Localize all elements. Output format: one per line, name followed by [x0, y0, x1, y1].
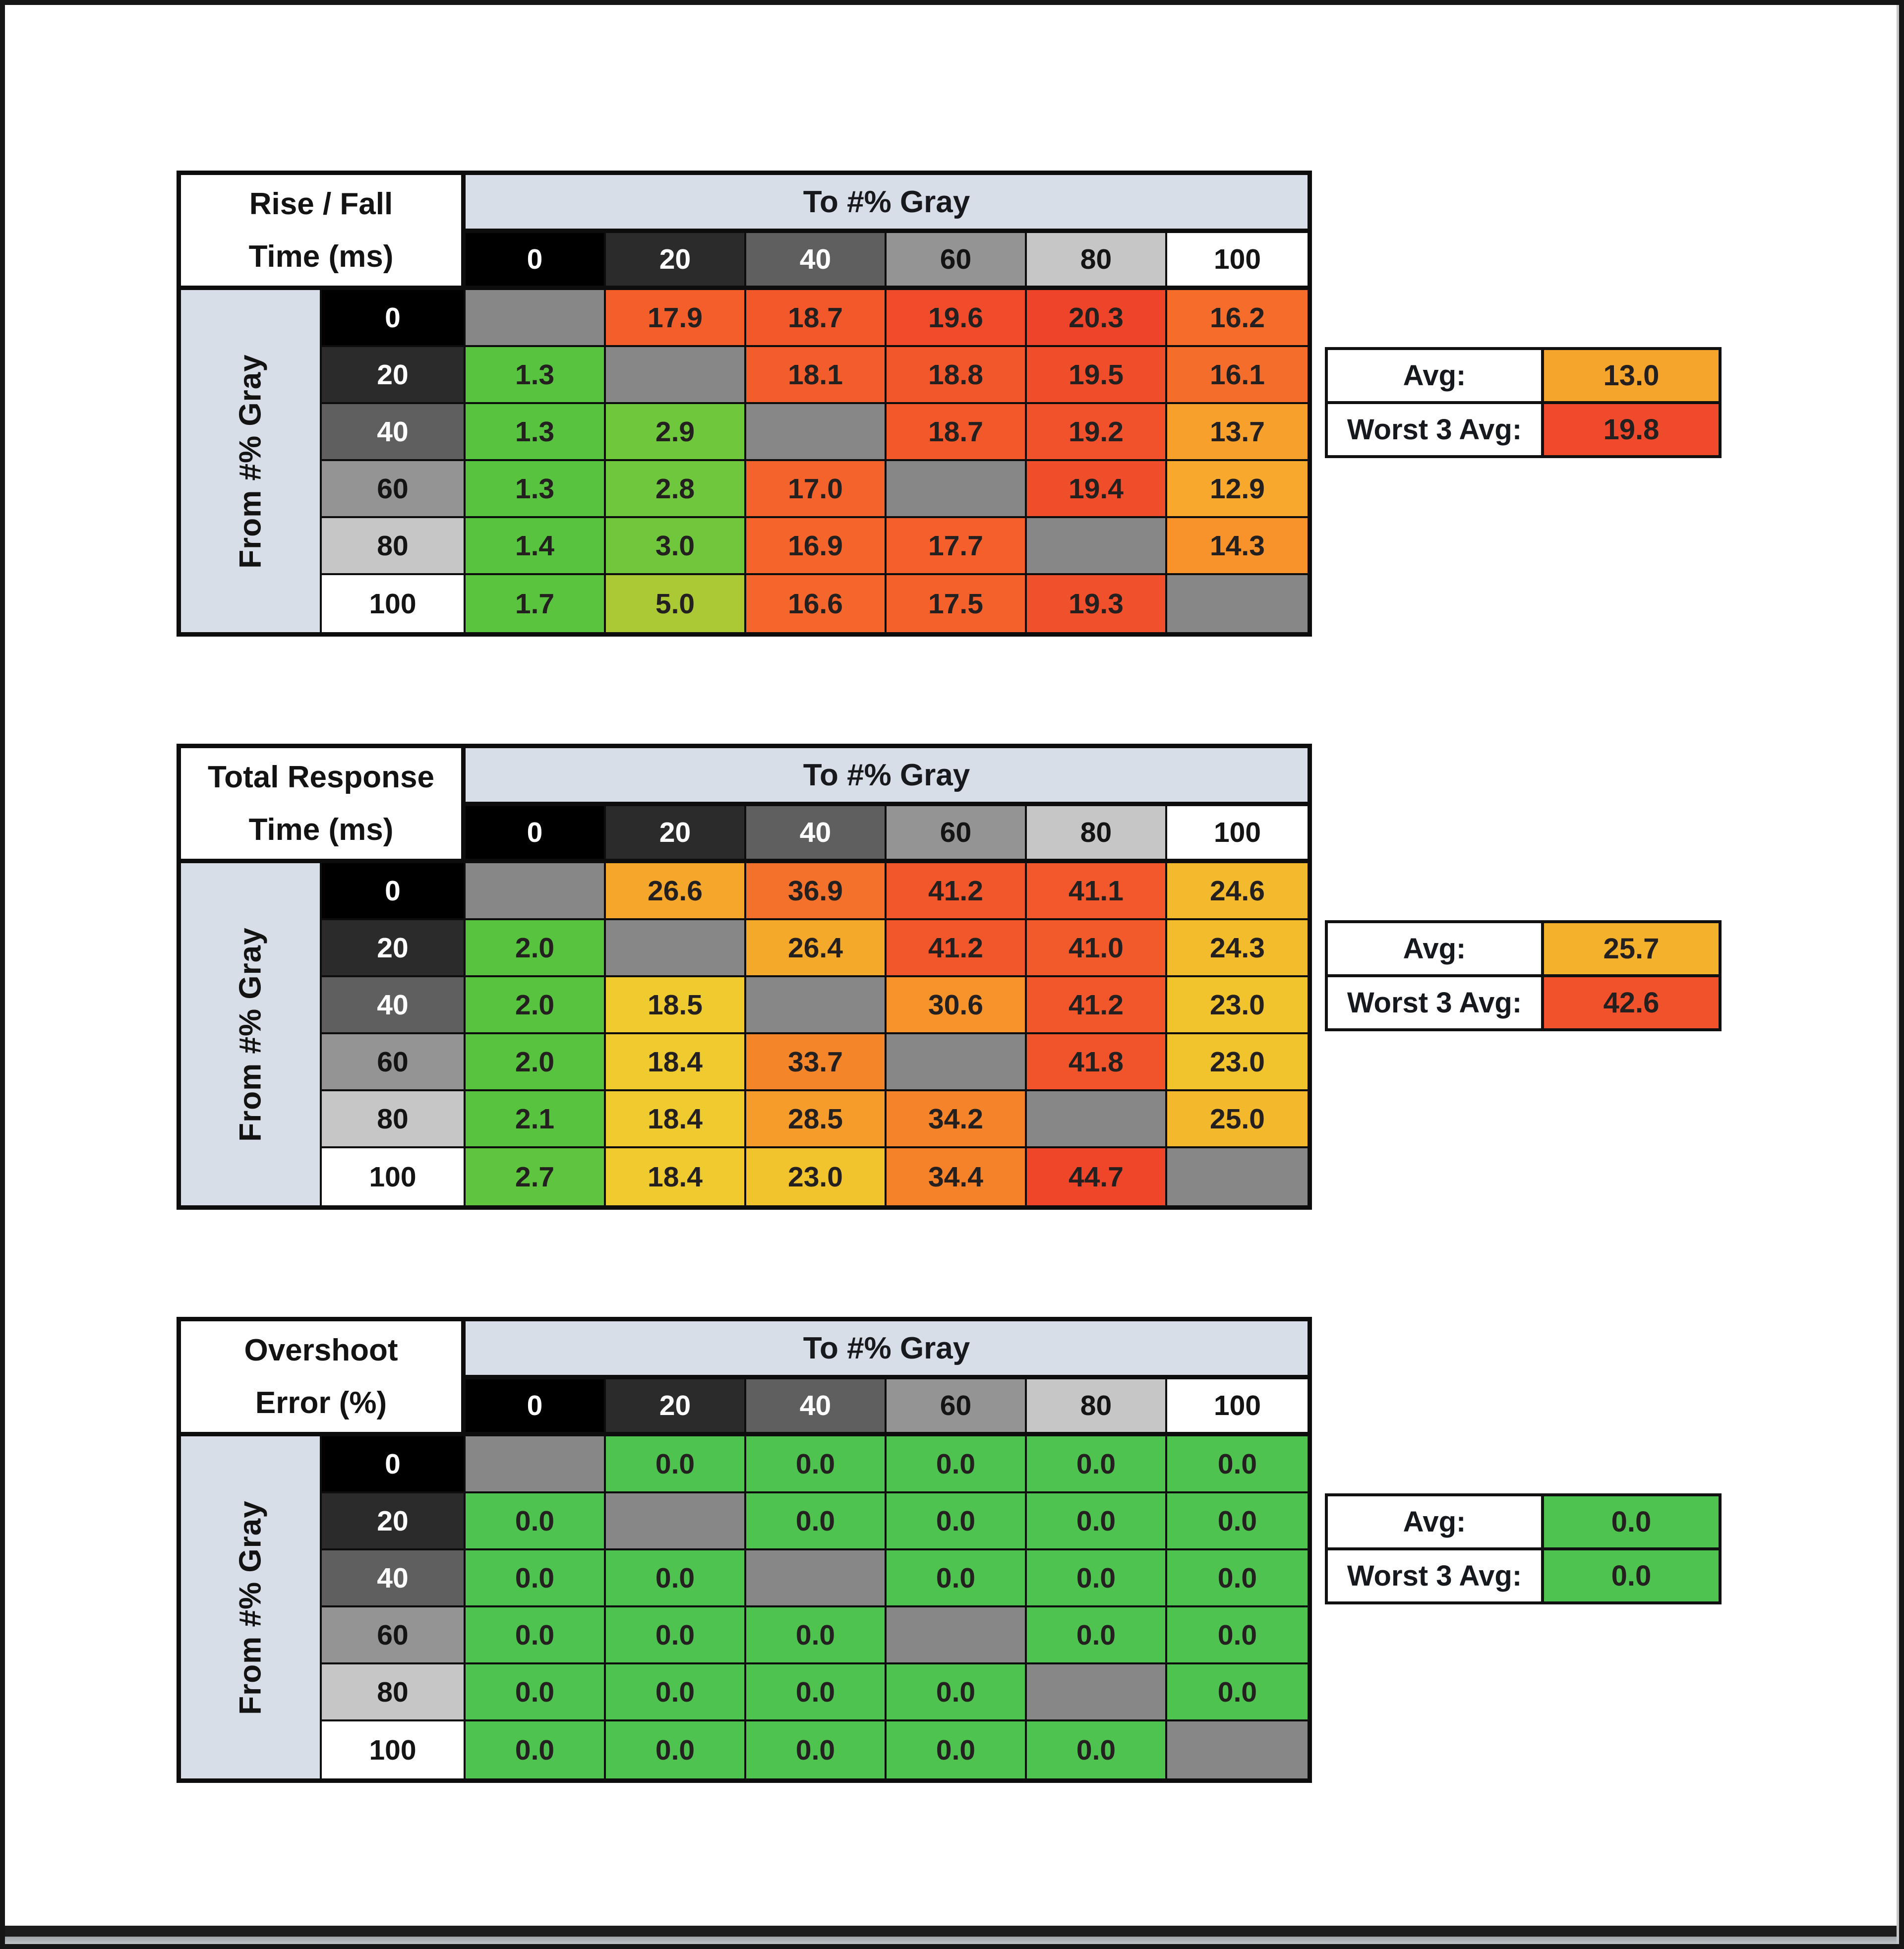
value-cell: 0.0: [1167, 1607, 1308, 1664]
value-cell: 0.0: [746, 1721, 887, 1778]
table-title-line2: Error (%): [255, 1385, 387, 1420]
value-cell: 34.2: [887, 1091, 1027, 1148]
value-cell: 0.0: [1027, 1607, 1167, 1664]
value-cell: 0.0: [1167, 1664, 1308, 1721]
value-cell: 20.3: [1027, 290, 1167, 347]
avg-label: Avg:: [1328, 350, 1544, 401]
value-cell: 0.0: [606, 1607, 746, 1664]
col-header-20: 20: [606, 1379, 746, 1436]
col-header-80: 80: [1027, 1379, 1167, 1436]
value-cell: 18.4: [606, 1148, 746, 1205]
value-cell: 41.8: [1027, 1034, 1167, 1091]
worst3-row: [1325, 974, 1722, 1031]
avg-label: Avg:: [1328, 1496, 1544, 1547]
row-header-80: 80: [322, 1664, 466, 1721]
col-header-20: 20: [606, 233, 746, 290]
worst3-label: Worst 3 Avg:: [1328, 404, 1544, 455]
avg-value: 0.0: [1544, 1496, 1719, 1547]
value-cell: 0.0: [746, 1664, 887, 1721]
window-bottom-edge: [0, 1926, 1904, 1937]
value-cell: 19.5: [1027, 347, 1167, 404]
value-cell: 2.9: [606, 404, 746, 461]
col-header-100: 100: [1167, 233, 1308, 290]
value-cell: 0.0: [887, 1664, 1027, 1721]
diagonal-cell: [1027, 1664, 1167, 1721]
col-header-40: 40: [746, 806, 887, 863]
value-cell: 5.0: [606, 575, 746, 632]
summary-box: [1325, 347, 1722, 458]
diagonal-cell: [466, 1436, 606, 1493]
row-header-80: 80: [322, 1091, 466, 1148]
row-header-80: 80: [322, 518, 466, 575]
value-cell: 2.0: [466, 977, 606, 1034]
col-header-40: 40: [746, 1379, 887, 1436]
value-cell: 36.9: [746, 863, 887, 920]
value-cell: 44.7: [1027, 1148, 1167, 1205]
avg-row: [1325, 347, 1722, 404]
diagonal-cell: [466, 863, 606, 920]
value-cell: 0.0: [466, 1607, 606, 1664]
value-cell: 0.0: [466, 1721, 606, 1778]
diagonal-cell: [1167, 1721, 1308, 1778]
diagonal-cell: [466, 290, 606, 347]
from-gray-label-text: From #% Gray: [233, 927, 268, 1142]
value-cell: 16.9: [746, 518, 887, 575]
from-gray-label: [181, 863, 322, 1205]
col-header-0: 0: [466, 1379, 606, 1436]
table-title: [181, 748, 466, 863]
value-cell: 41.1: [1027, 863, 1167, 920]
col-header-0: 0: [466, 233, 606, 290]
value-cell: 14.3: [1167, 518, 1308, 575]
total-response-table: [177, 744, 1660, 1210]
value-cell: 41.2: [887, 920, 1027, 977]
avg-label: Avg:: [1328, 923, 1544, 974]
value-cell: 30.6: [887, 977, 1027, 1034]
value-cell: 0.0: [887, 1721, 1027, 1778]
matrix-grid: [177, 1317, 1312, 1783]
table-title-line1: Rise / Fall: [249, 187, 393, 222]
row-header-20: 20: [322, 347, 466, 404]
value-cell: 41.2: [1027, 977, 1167, 1034]
value-cell: 1.3: [466, 347, 606, 404]
value-cell: 19.2: [1027, 404, 1167, 461]
value-cell: 28.5: [746, 1091, 887, 1148]
value-cell: 23.0: [746, 1148, 887, 1205]
value-cell: 34.4: [887, 1148, 1027, 1205]
col-header-80: 80: [1027, 806, 1167, 863]
col-header-100: 100: [1167, 1379, 1308, 1436]
value-cell: 0.0: [1167, 1436, 1308, 1493]
row-header-60: 60: [322, 461, 466, 518]
value-cell: 18.4: [606, 1034, 746, 1091]
value-cell: 0.0: [1167, 1550, 1308, 1607]
value-cell: 1.4: [466, 518, 606, 575]
value-cell: 0.0: [466, 1550, 606, 1607]
value-cell: 0.0: [1027, 1493, 1167, 1550]
value-cell: 17.5: [887, 575, 1027, 632]
value-cell: 2.8: [606, 461, 746, 518]
value-cell: 18.1: [746, 347, 887, 404]
col-header-60: 60: [887, 1379, 1027, 1436]
col-header-0: 0: [466, 806, 606, 863]
value-cell: 23.0: [1167, 1034, 1308, 1091]
value-cell: 0.0: [746, 1436, 887, 1493]
value-cell: 0.0: [606, 1550, 746, 1607]
diagonal-cell: [1027, 1091, 1167, 1148]
value-cell: 41.0: [1027, 920, 1167, 977]
row-header-0: 0: [322, 1436, 466, 1493]
matrix-grid: [177, 171, 1312, 637]
value-cell: 16.1: [1167, 347, 1308, 404]
table-title-line2: Time (ms): [248, 239, 394, 274]
table-title: [181, 175, 466, 290]
table-title-line1: Total Response: [207, 760, 435, 795]
row-header-100: 100: [322, 1148, 466, 1205]
to-gray-header: To #% Gray: [466, 175, 1308, 233]
to-gray-header: To #% Gray: [466, 1321, 1308, 1379]
value-cell: 0.0: [1027, 1436, 1167, 1493]
from-gray-label-text: From #% Gray: [233, 354, 268, 569]
value-cell: 12.9: [1167, 461, 1308, 518]
diagonal-cell: [606, 920, 746, 977]
row-header-20: 20: [322, 920, 466, 977]
value-cell: 25.0: [1167, 1091, 1308, 1148]
row-header-0: 0: [322, 290, 466, 347]
diagonal-cell: [1027, 518, 1167, 575]
value-cell: 23.0: [1167, 977, 1308, 1034]
value-cell: 0.0: [746, 1607, 887, 1664]
col-header-40: 40: [746, 233, 887, 290]
to-gray-header: To #% Gray: [466, 748, 1308, 806]
avg-value: 13.0: [1544, 350, 1719, 401]
value-cell: 0.0: [606, 1664, 746, 1721]
horizontal-scrollbar[interactable]: [0, 1937, 1904, 1949]
worst3-label: Worst 3 Avg:: [1328, 1550, 1544, 1601]
from-gray-label: [181, 290, 322, 632]
summary-box: [1325, 920, 1722, 1031]
row-header-60: 60: [322, 1607, 466, 1664]
diagonal-cell: [746, 1550, 887, 1607]
col-header-60: 60: [887, 233, 1027, 290]
worst3-label: Worst 3 Avg:: [1328, 977, 1544, 1028]
value-cell: 3.0: [606, 518, 746, 575]
value-cell: 26.4: [746, 920, 887, 977]
row-header-40: 40: [322, 977, 466, 1034]
value-cell: 16.6: [746, 575, 887, 632]
summary-box: [1325, 1493, 1722, 1604]
value-cell: 18.7: [887, 404, 1027, 461]
value-cell: 0.0: [466, 1493, 606, 1550]
row-header-60: 60: [322, 1034, 466, 1091]
value-cell: 0.0: [606, 1721, 746, 1778]
avg-value: 25.7: [1544, 923, 1719, 974]
worst3-value: 0.0: [1544, 1550, 1719, 1601]
rise-fall-table: [177, 171, 1660, 637]
value-cell: 2.0: [466, 1034, 606, 1091]
value-cell: 17.0: [746, 461, 887, 518]
avg-row: [1325, 1493, 1722, 1550]
value-cell: 1.3: [466, 461, 606, 518]
value-cell: 13.7: [1167, 404, 1308, 461]
value-cell: 18.8: [887, 347, 1027, 404]
diagonal-cell: [887, 1034, 1027, 1091]
diagonal-cell: [746, 404, 887, 461]
value-cell: 24.3: [1167, 920, 1308, 977]
value-cell: 19.4: [1027, 461, 1167, 518]
value-cell: 18.4: [606, 1091, 746, 1148]
diagonal-cell: [887, 461, 1027, 518]
col-header-60: 60: [887, 806, 1027, 863]
worst3-value: 19.8: [1544, 404, 1719, 455]
diagonal-cell: [887, 1607, 1027, 1664]
avg-row: [1325, 920, 1722, 977]
value-cell: 2.0: [466, 920, 606, 977]
value-cell: 2.7: [466, 1148, 606, 1205]
value-cell: 0.0: [466, 1664, 606, 1721]
col-header-80: 80: [1027, 233, 1167, 290]
table-title-line2: Time (ms): [248, 812, 394, 847]
diagonal-cell: [606, 1493, 746, 1550]
table-title-line1: Overshoot: [244, 1333, 398, 1368]
col-header-20: 20: [606, 806, 746, 863]
value-cell: 18.5: [606, 977, 746, 1034]
value-cell: 0.0: [887, 1493, 1027, 1550]
value-cell: 18.7: [746, 290, 887, 347]
table-title: [181, 1321, 466, 1436]
value-cell: 24.6: [1167, 863, 1308, 920]
row-header-100: 100: [322, 575, 466, 632]
row-header-40: 40: [322, 1550, 466, 1607]
value-cell: 19.3: [1027, 575, 1167, 632]
value-cell: 1.3: [466, 404, 606, 461]
row-header-40: 40: [322, 404, 466, 461]
diagonal-cell: [1167, 575, 1308, 632]
overshoot-table: [177, 1317, 1652, 1783]
value-cell: 0.0: [1027, 1721, 1167, 1778]
value-cell: 0.0: [606, 1436, 746, 1493]
value-cell: 0.0: [887, 1550, 1027, 1607]
diagonal-cell: [606, 347, 746, 404]
row-header-20: 20: [322, 1493, 466, 1550]
row-header-0: 0: [322, 863, 466, 920]
value-cell: 0.0: [1167, 1493, 1308, 1550]
value-cell: 41.2: [887, 863, 1027, 920]
value-cell: 16.2: [1167, 290, 1308, 347]
diagonal-cell: [1167, 1148, 1308, 1205]
from-gray-label-text: From #% Gray: [233, 1500, 268, 1715]
col-header-100: 100: [1167, 806, 1308, 863]
value-cell: 1.7: [466, 575, 606, 632]
value-cell: 26.6: [606, 863, 746, 920]
value-cell: 0.0: [1027, 1550, 1167, 1607]
value-cell: 2.1: [466, 1091, 606, 1148]
matrix-grid: [177, 744, 1312, 1210]
from-gray-label: [181, 1436, 322, 1778]
value-cell: 17.9: [606, 290, 746, 347]
value-cell: 33.7: [746, 1034, 887, 1091]
worst3-row: [1325, 401, 1722, 458]
value-cell: 0.0: [887, 1436, 1027, 1493]
diagonal-cell: [746, 977, 887, 1034]
worst3-row: [1325, 1547, 1722, 1604]
row-header-100: 100: [322, 1721, 466, 1778]
worst3-value: 42.6: [1544, 977, 1719, 1028]
value-cell: 17.7: [887, 518, 1027, 575]
value-cell: 0.0: [746, 1493, 887, 1550]
value-cell: 19.6: [887, 290, 1027, 347]
